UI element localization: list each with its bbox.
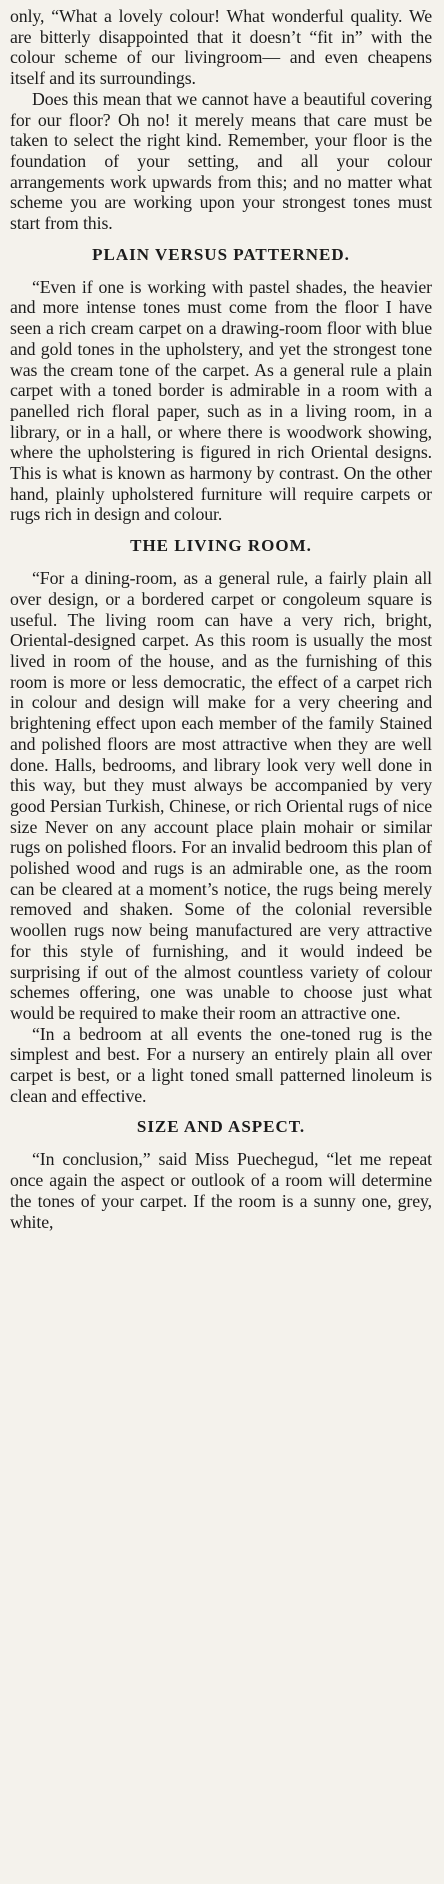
paragraph: “For a dining-room, as a general rule, a fairly plain all over design, or a bordered carpet or congoleum square is useful. The living room can have a very rich, bright, Oriental-designed carpet. As this room is usually the most lived in room of the house, and as the furnishing of this room is more or less democratic, the effect of a carpet rich in colour and design will make for a very cheering and brightening effect upon each member of the family Stained and polished floors are most attractive when they are well done. Halls, bedrooms, and library look very well done in this way, but they must always be accompanied by very good Persian Turkish, Chinese, or rich Oriental rugs of nice size Never on any account place plain mohair or similar rugs on polished floors. For an invalid bedroom this plan of polished wood and rugs is an admirable one, as the room can be cleared at a moment’s notice, the rugs being merely removed and shaken. Some of the colonial reversible woollen rugs now being manufactured are very attractive for this style of furnishing, and it would indeed be surprising if out of the almost countless variety of colour schemes offering, one was unable to choose just what would be required to make their room an attractive one. bbox=[10, 568, 432, 1023]
paragraph: “In a bedroom at all events the one-toned rug is the simplest and best. For a nursery an entirely plain all over carpet is best, or a light toned small patterned linoleum is clean and effective. bbox=[10, 1023, 432, 1106]
section-heading: SIZE AND ASPECT. bbox=[136, 1117, 306, 1137]
paragraph: Does this mean that we cannot have a beautiful covering for our floor? Oh no! it merely means that care must be taken to select the right kind. Remember, your floor is the foundation of your setting, and all your colour arrangements work upwards from this; and no matter what scheme you are working upon your strongest tones must start from this. bbox=[10, 88, 432, 234]
paragraph: “Even if one is working with pastel shades, the heavier and more intense tones must come from the floor I have seen a rich cream carpet on a drawing-room floor with blue and gold tones in the upholstery, and yet the strongest tone was the cream tone of the carpet. As a general rule a plain carpet with a toned border is admirable in a room with a panelled rich floral paper, such as in a living room, in a library, or in a hall, or where there is woodwork showing, where the upholstering is figured in rich Oriental designs. This is what is known as harmony by contrast. On the other hand, plainly upholstered furniture will require carpets or rugs rich in design and colour. bbox=[10, 276, 432, 525]
paragraph: only, “What a lovely colour! What wonderful quality. We are bitterly disappointed that it doesn’t “fit in” with the colour scheme of our livingroom— and even cheapens itself and its surroundings. bbox=[10, 6, 432, 89]
section-heading: PLAIN VERSUS PATTERNED. bbox=[92, 244, 350, 264]
paragraph: “In conclusion,” said Miss Puechegud, “let me repeat once again the aspect or outlook of a room will determine the tones of your carpet. If the room is a sunny one, grey, white, bbox=[10, 1149, 432, 1232]
section-heading: THE LIVING ROOM. bbox=[130, 536, 312, 556]
